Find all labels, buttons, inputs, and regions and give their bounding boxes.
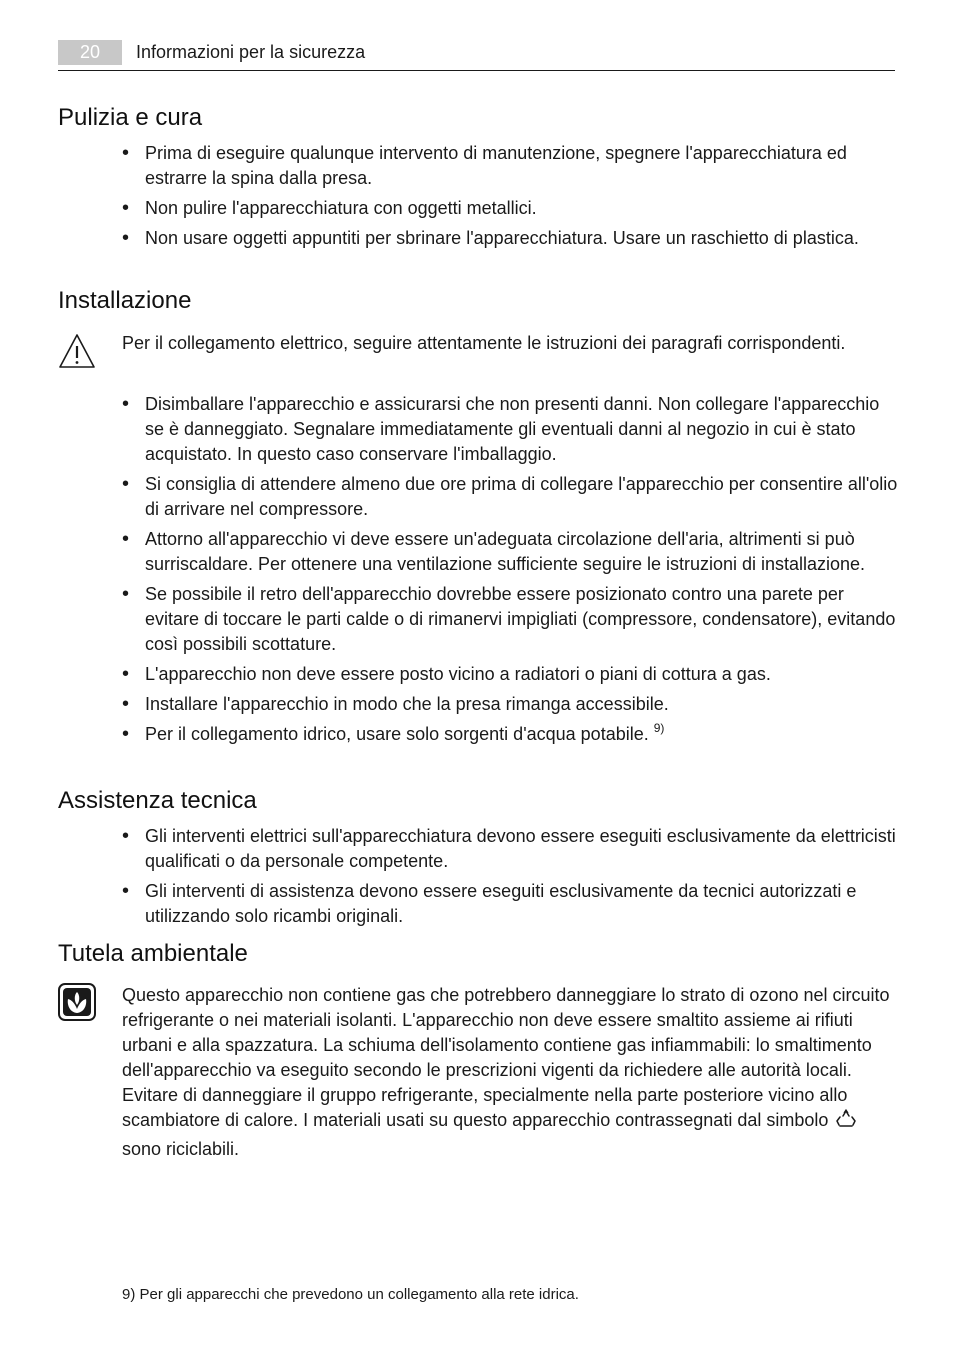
section-title-installazione: Installazione — [58, 287, 192, 314]
section-title-assistenza: Assistenza tecnica — [58, 787, 257, 814]
list-item: • Prima di eseguire qualunque intervento di manutenzione, spegnere l'apparecchiatura ed estrarre la spina dalla presa. — [118, 141, 898, 191]
installazione-list — [118, 392, 898, 752]
pulizia-list — [118, 141, 898, 256]
page-number: 20 — [58, 40, 122, 65]
assistenza-list — [118, 824, 898, 934]
list-item — [118, 722, 898, 747]
list-item-text: Per il collegamento idrico, usare solo sorgenti d'acqua potabile. — [145, 724, 649, 744]
environment-icon — [58, 983, 96, 1026]
list-item: • Non usare oggetti appuntiti per sbrinare l'apparecchiatura. Usare un raschietto di plastica. — [118, 226, 898, 251]
list-item: • L'apparecchio non deve essere posto vicino a radiatori o piani di cottura a gas. — [118, 662, 898, 687]
tutela-text-after: sono riciclabili. — [122, 1139, 240, 1159]
footnote: 9) Per gli apparecchi che prevedono un collegamento alla rete idrica. — [122, 1286, 579, 1303]
list-item: • Disimballare l'apparecchio e assicurarsi che non presenti danni. Non collegare l'apparecchio se è danneggiato. Segnalare immediatamente gli eventuali danni al negozio in cui è stato acquistato. In questo caso conservare l'imballaggio. — [118, 392, 898, 467]
tutela-text — [122, 983, 896, 1162]
section-title-tutela: Tutela ambientale — [58, 940, 248, 967]
list-item: • Installare l'apparecchio in modo che la presa rimanga accessibile. — [118, 692, 898, 717]
list-item: • Non pulire l'apparecchiatura con oggetti metallici. — [118, 196, 898, 221]
list-item: • Si consiglia di attendere almeno due ore prima di collegare l'apparecchio per consentire all'olio di arrivare nel compressore. — [118, 472, 898, 522]
section-title-pulizia: Pulizia e cura — [58, 104, 203, 131]
recycle-icon — [835, 1108, 857, 1137]
header-title: Informazioni per la sicurezza — [136, 42, 366, 62]
list-item: • Se possibile il retro dell'apparecchio dovrebbe essere posizionato contro una parete per evitare di toccare le parti calde o di rimanervi impigliati (compressore, condensatore), evitando così possibili scottature. — [118, 582, 898, 657]
list-item: • Attorno all'apparecchio vi deve essere un'adeguata circolazione dell'aria, altrimenti si può surriscaldare. Per ottenere una ventilazione sufficiente seguire le istruzioni di installazione. — [118, 527, 898, 577]
warning-triangle-icon — [58, 333, 96, 374]
list-item: • Gli interventi di assistenza devono essere eseguiti esclusivamente da tecnici autorizzati e utilizzando solo ricambi originali. — [118, 879, 898, 929]
footnote-ref: 9) — [653, 721, 665, 735]
warning-text: Per il collegamento elettrico, seguire attentamente le istruzioni dei paragrafi corrispondenti. — [122, 333, 846, 353]
tutela-text-before: Questo apparecchio non contiene gas che potrebbero danneggiare lo strato di ozono nel circuito refrigerante o nei materiali isolanti. L'apparecchio non deve essere smaltito assieme ai rifiuti urbani e alla spazzatura. La schiuma dell'isolamento contiene gas infiammabili: lo smaltimento dell'apparecchio va eseguito secondo le prescrizioni vigenti da richiedere alle autorità locali. Evitare di danneggiare il gruppo refrigerante, specialmente nella parte posteriore vicino allo scambiatore di calore. I materiali usati su questo apparecchio contrassegnati dal simbolo — [122, 985, 890, 1130]
list-item: • Gli interventi elettrici sull'apparecchiatura devono essere eseguiti esclusivamente da elettricisti qualificati o da personale competente. — [118, 824, 898, 874]
page-header — [58, 40, 895, 71]
